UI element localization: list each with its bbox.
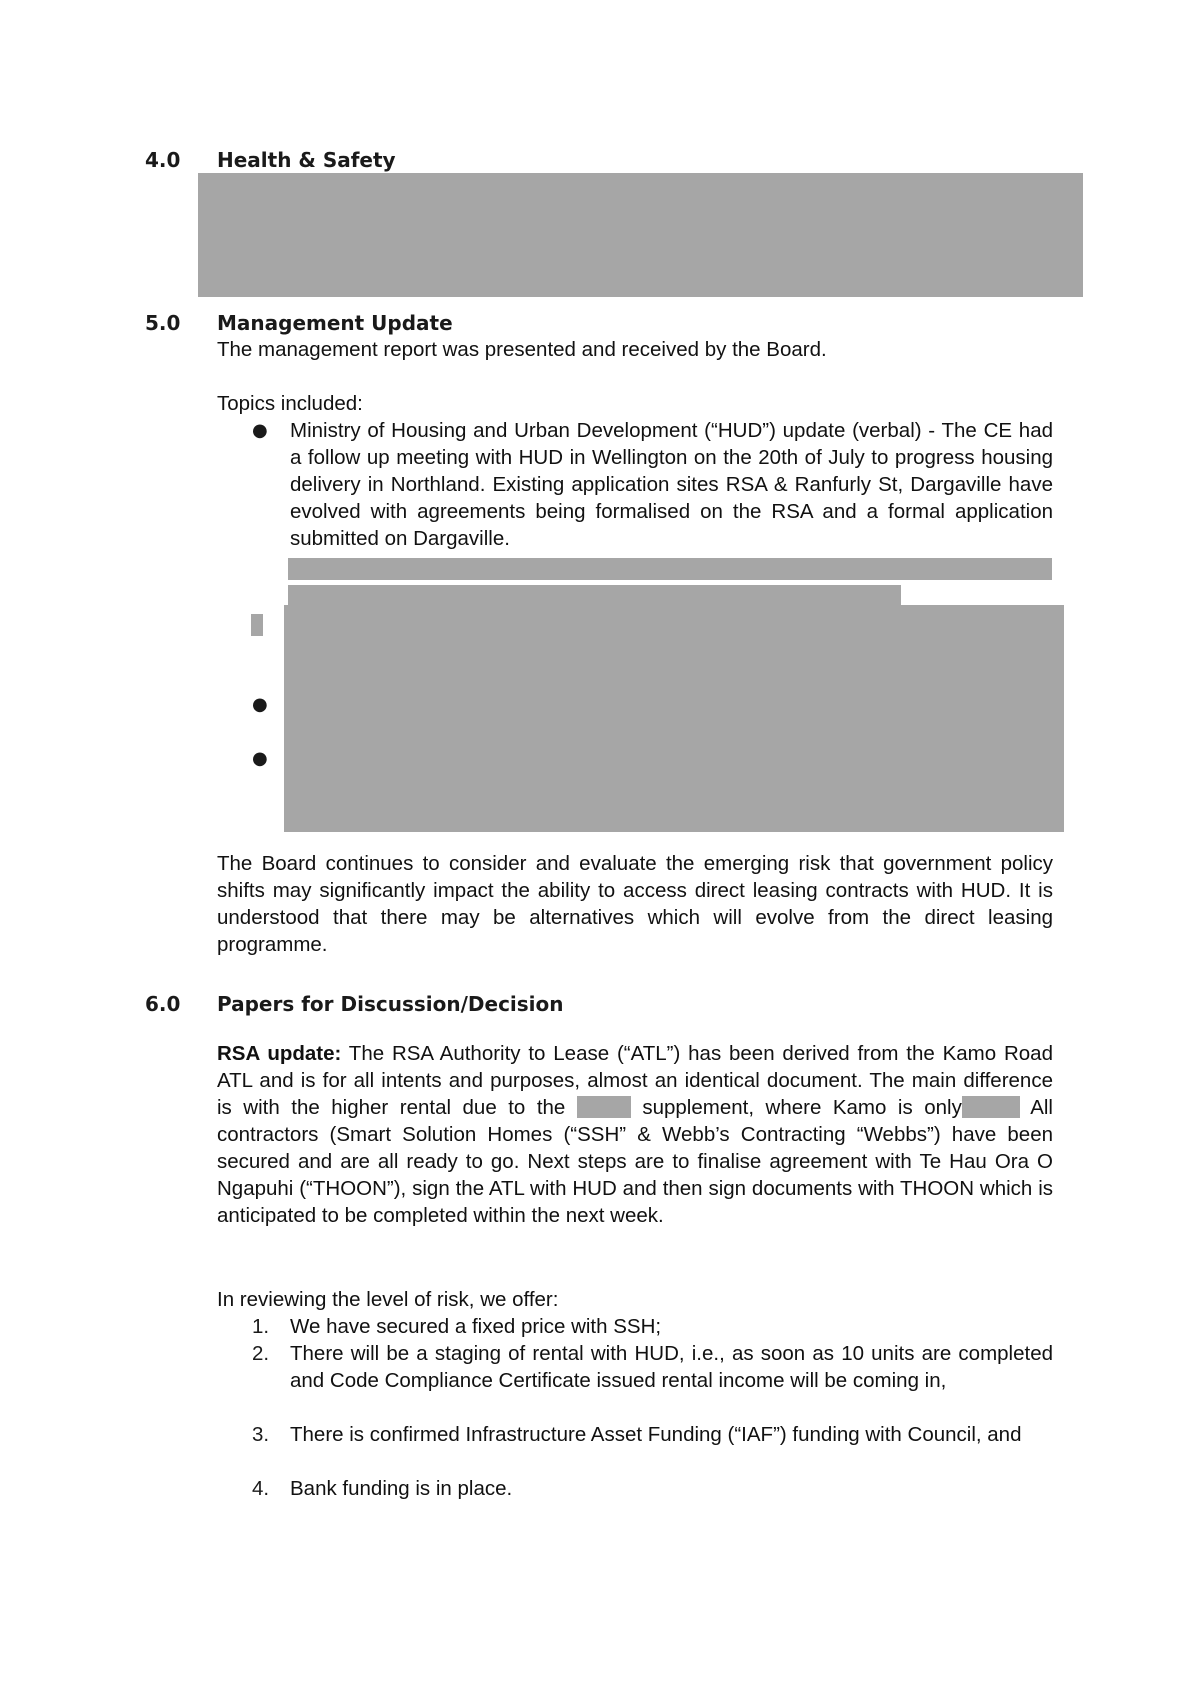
rsa-text-1: The RSA Authority to Lease (“ATL”) has been derived from the Kamo Road ATL and is for all intents and purposes, almost an identical document. The main difference is with the higher rental due to the xyxy=(217,1042,1053,1119)
risk-intro: In reviewing the level of risk, we offer: xyxy=(217,1288,559,1311)
list-number: 3. xyxy=(252,1423,270,1446)
section-number-4: 4.0 xyxy=(145,148,181,172)
redaction-bullet xyxy=(251,614,263,636)
risk-item: There will be a staging of rental with HUD, i.e., as soon as 10 units are completed and Code Compliance Certificate issued rental income will be coming in, xyxy=(290,1342,1053,1392)
bullet-marker: ● xyxy=(252,694,268,715)
section-number-5: 5.0 xyxy=(145,311,181,335)
section-heading-health-safety: Health & Safety xyxy=(217,148,396,172)
management-intro: The management report was presented and received by the Board. xyxy=(217,338,827,361)
rsa-update-label: RSA update: xyxy=(217,1042,342,1065)
bullet-hud-update: Ministry of Housing and Urban Development (“HUD”) update (verbal) - The CE had a follow up meeting with HUD in Wellington on the 20th of July to progress housing delivery in Northland. Existing application sites RSA & Ranfurly St, Dargaville have evolved with agreements being formalised on the RSA and a formal application submitted on Dargaville. xyxy=(290,419,1053,550)
redaction-block xyxy=(198,173,1083,297)
list-number: 1. xyxy=(252,1315,270,1338)
bullet-marker: ● xyxy=(252,748,268,769)
section-heading-papers: Papers for Discussion/Decision xyxy=(217,992,564,1016)
list-number: 4. xyxy=(252,1477,270,1500)
rsa-update-paragraph xyxy=(217,1040,1053,1229)
inline-redaction xyxy=(962,1096,1020,1118)
risk-item: There is confirmed Infrastructure Asset Funding (“IAF”) funding with Council, and xyxy=(290,1423,1022,1446)
rsa-text-2: supplement, where Kamo is only xyxy=(630,1096,962,1119)
list-number: 2. xyxy=(252,1342,270,1365)
bullet-marker: ● xyxy=(252,420,268,441)
redaction-line xyxy=(288,585,901,607)
inline-redaction xyxy=(577,1096,631,1118)
topics-label: Topics included: xyxy=(217,392,363,415)
risk-item: Bank funding is in place. xyxy=(290,1477,513,1500)
redaction-line xyxy=(288,558,1052,580)
rsa-text-3: All contractors (Smart Solution Homes (“SSH” & Webb’s Contracting “Webbs”) have been secured and are all ready to go. Next steps are to finalise agreement with Te Hau Ora O Ngapuhi (“THOON”), sign the ATL with HUD and then sign documents with THOON which is anticipated to be completed within the next week. xyxy=(217,1096,1053,1227)
risk-item: We have secured a fixed price with SSH; xyxy=(290,1315,662,1338)
section-number-6: 6.0 xyxy=(145,992,181,1016)
redaction-block xyxy=(284,605,1064,832)
board-risk-paragraph: The Board continues to consider and evaluate the emerging risk that government policy shifts may significantly impact the ability to access direct leasing contracts with HUD. It is understood that there may be alternatives which will evolve from the direct leasing programme. xyxy=(217,852,1053,956)
section-heading-management-update: Management Update xyxy=(217,311,453,335)
